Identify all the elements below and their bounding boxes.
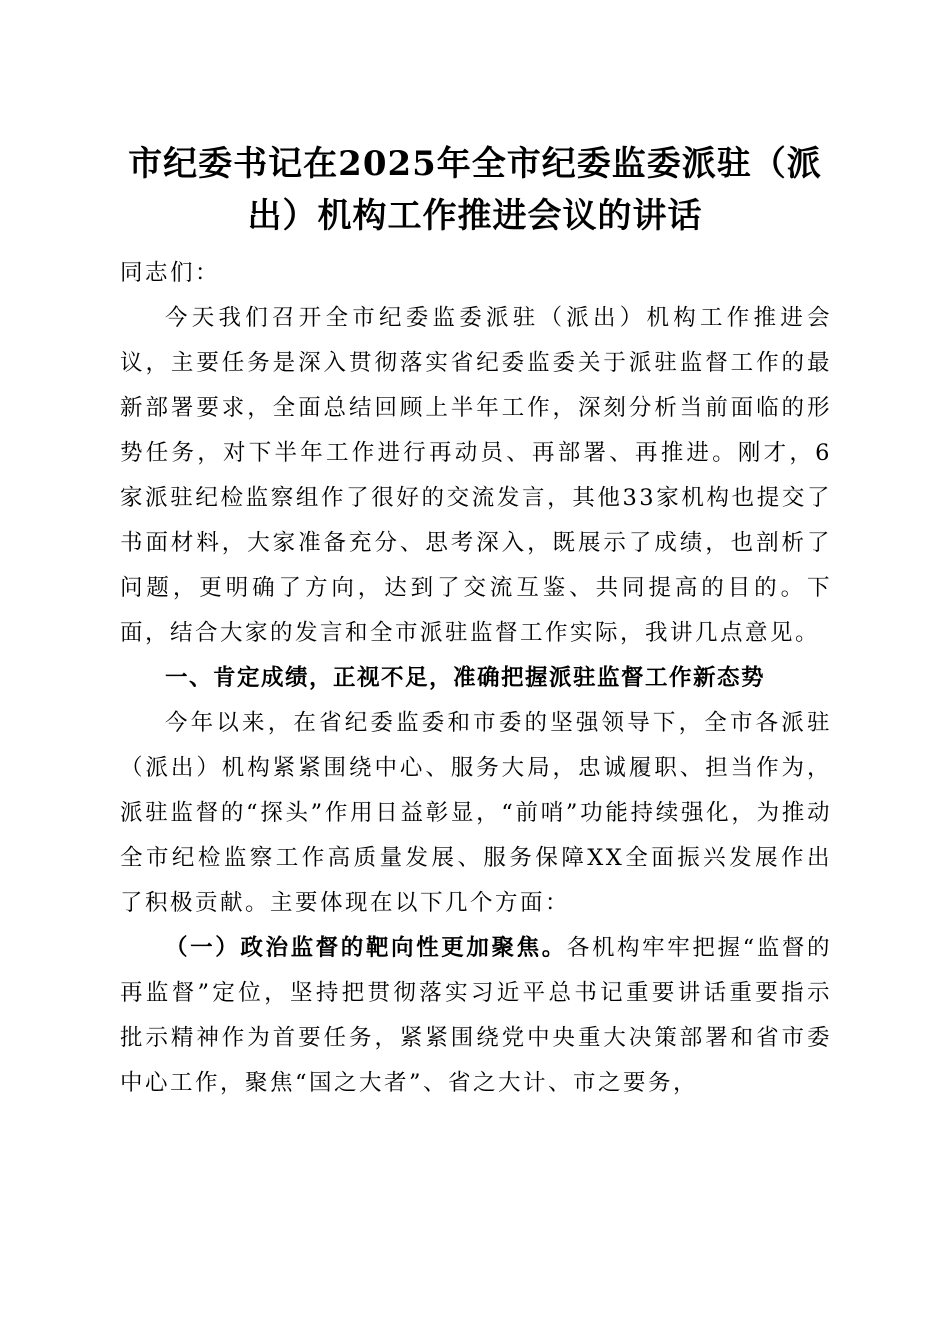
subsection-1-paragraph	[120, 926, 832, 1106]
salutation: 同志们：	[120, 260, 221, 286]
section-1-paragraph: 今年以来，在省纪委监委和市委的坚强领导下，全市各派驻（派出）机构紧紧围绕中心、服务大局，忠诚履职、担当作为，派驻监督的“探头”作用日益彰显，“前哨”功能持续强化，为推动全市纪检监察工作高质量发展、服务保障XX全面振兴发展作出了积极贡献。主要体现在以下几个方面：	[120, 710, 832, 916]
subsection-1-lead: （一）政治监督的靶向性更加聚焦。	[165, 935, 567, 961]
document-body	[120, 251, 832, 1106]
intro-paragraph: 今天我们召开全市纪委监委派驻（派出）机构工作推进会议，主要任务是深入贯彻落实省纪委监委关于派驻监督工作的最新部署要求，全面总结回顾上半年工作，深刻分析当前面临的形势任务，对下半年工作进行再动员、再部署、再推进。刚才，6家派驻纪检监察组作了很好的交流发言，其他33家机构也提交了书面材料，大家准备充分、思考深入，既展示了成绩，也剖析了问题，更明确了方向，达到了交流互鉴、共同提高的目的。下面，结合大家的发言和全市派驻监督工作实际，我讲几点意见。	[120, 305, 832, 646]
subsection-1-text: 各机构牢牢把握“监督的再监督”定位，坚持把贯彻落实习近平总书记重要讲话重要指示批示精神作为首要任务，紧紧围绕党中央重大决策部署和省市委中心工作，聚焦“国之大者”、省之大计、市之要务，	[120, 935, 832, 1096]
title-line-1: 市纪委书记在2025年全市纪委监委派驻（派	[128, 144, 822, 184]
title-line-2: 出）机构工作推进会议的讲话	[247, 196, 703, 236]
section-1-heading: 一、肯定成绩，正视不足，准确把握派驻监督工作新态势	[165, 665, 766, 691]
document-title	[100, 138, 850, 242]
